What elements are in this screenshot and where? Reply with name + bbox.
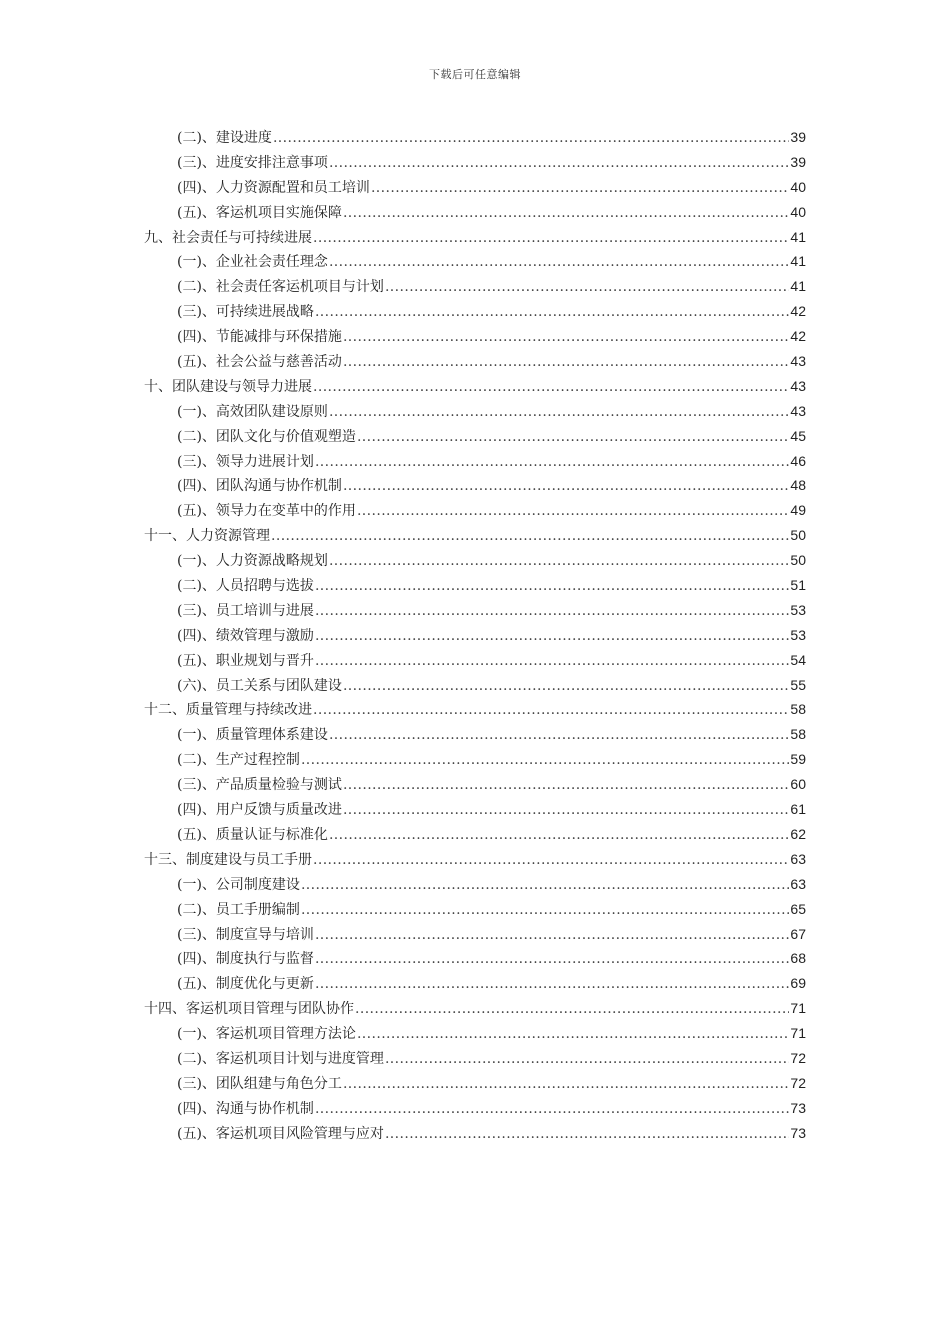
toc-dot-leader (313, 698, 789, 723)
toc-section-entry[interactable] (144, 797, 806, 822)
toc-page-number: 48 (790, 477, 806, 494)
toc-section-entry[interactable] (144, 1046, 806, 1071)
toc-dot-leader (385, 1047, 789, 1072)
toc-section-entry[interactable] (144, 1121, 806, 1146)
toc-dot-leader (313, 226, 789, 251)
toc-page-number: 63 (790, 875, 806, 892)
toc-dot-leader (329, 549, 789, 574)
toc-dot-leader (329, 400, 789, 425)
toc-dot-leader (315, 972, 789, 997)
toc-entry-title: (四)、沟通与协作机制 (177, 1100, 314, 1117)
toc-section-entry[interactable] (144, 623, 806, 648)
toc-chapter-entry[interactable] (144, 374, 806, 399)
toc-section-entry[interactable] (144, 1071, 806, 1096)
toc-section-entry[interactable] (144, 1096, 806, 1121)
toc-dot-leader (315, 574, 789, 599)
toc-dot-leader (315, 624, 789, 649)
toc-section-entry[interactable] (144, 922, 806, 947)
toc-entry-title: (一)、企业社会责任理念 (177, 254, 328, 271)
toc-page-number: 68 (790, 950, 806, 967)
toc-dot-leader (315, 947, 789, 972)
toc-section-entry[interactable] (144, 598, 806, 623)
toc-dot-leader (343, 474, 789, 499)
toc-entry-title: (三)、团队组建与角色分工 (177, 1075, 342, 1092)
toc-section-entry[interactable] (144, 473, 806, 498)
toc-dot-leader (343, 1072, 789, 1097)
toc-page-number: 58 (790, 701, 806, 718)
toc-entry-title: (二)、团队文化与价值观塑造 (177, 428, 356, 445)
toc-page-number: 41 (790, 253, 806, 270)
toc-section-entry[interactable] (144, 249, 806, 274)
toc-entry-title: (四)、绩效管理与激励 (177, 627, 314, 644)
toc-chapter-entry[interactable] (144, 697, 806, 722)
toc-entry-title: (二)、建设进度 (177, 130, 272, 146)
toc-dot-leader (343, 350, 789, 375)
toc-dot-leader (343, 325, 789, 350)
toc-entry-title: (四)、制度执行与监督 (177, 951, 314, 968)
toc-page-number: 42 (790, 328, 806, 345)
toc-page-number: 54 (790, 651, 806, 668)
toc-page-number: 49 (790, 502, 806, 519)
toc-entry-title: (一)、公司制度建设 (177, 876, 300, 893)
toc-dot-leader (315, 649, 789, 674)
toc-section-entry[interactable] (144, 548, 806, 573)
toc-dot-leader (313, 848, 789, 873)
toc-page-number: 63 (790, 850, 806, 867)
toc-chapter-entry[interactable] (144, 996, 806, 1021)
toc-section-entry[interactable] (144, 897, 806, 922)
toc-page-number: 72 (790, 1049, 806, 1066)
toc-entry-title: (三)、进度安排注意事项 (177, 154, 328, 171)
toc-page-number: 71 (790, 1000, 806, 1017)
toc-entry-title: (三)、员工培训与进展 (177, 602, 314, 619)
toc-dot-leader (385, 275, 789, 300)
toc-section-entry[interactable] (144, 125, 806, 150)
page-header: 下载后可任意编辑 (429, 68, 521, 81)
toc-page-number: 59 (790, 751, 806, 768)
toc-page-number: 40 (790, 178, 806, 195)
toc-page-number: 53 (790, 601, 806, 618)
toc-entry-title: (五)、职业规划与晋升 (177, 652, 314, 669)
toc-page-number: 40 (790, 203, 806, 220)
toc-entry-title: 十、团队建设与领导力进展 (144, 378, 312, 395)
toc-dot-leader (329, 823, 789, 848)
toc-entry-title: (三)、制度宣导与培训 (177, 926, 314, 943)
toc-page-number: 43 (790, 353, 806, 370)
toc-entry-title: (一)、质量管理体系建设 (177, 727, 328, 744)
toc-entry-title: (三)、领导力进展计划 (177, 453, 314, 470)
toc-page-number: 43 (790, 377, 806, 394)
toc-page-number: 50 (790, 552, 806, 569)
toc-entry-title: (五)、制度优化与更新 (177, 976, 314, 993)
toc-section-entry[interactable] (144, 648, 806, 673)
toc-dot-leader (271, 524, 789, 549)
toc-section-entry[interactable] (144, 349, 806, 374)
toc-entry-title: (三)、可持续进展战略 (177, 304, 314, 321)
toc-section-entry[interactable] (144, 175, 806, 200)
toc-entry-title: (五)、客运机项目实施保障 (177, 204, 342, 221)
toc-page-number: 41 (790, 228, 806, 245)
toc-section-entry[interactable] (144, 274, 806, 299)
toc-entry-title: (四)、用户反馈与质量改进 (177, 802, 342, 819)
toc-section-entry[interactable] (144, 498, 806, 523)
toc-dot-leader (313, 375, 789, 400)
toc-page-number: 43 (790, 402, 806, 419)
toc-page-number: 62 (790, 825, 806, 842)
toc-page-number: 55 (790, 676, 806, 693)
toc-page-number: 73 (790, 1124, 806, 1141)
toc-dot-leader (315, 450, 789, 475)
toc-page-number: 53 (790, 626, 806, 643)
toc-dot-leader (329, 151, 789, 176)
toc-section-entry[interactable] (144, 772, 806, 797)
toc-section-entry[interactable] (144, 399, 806, 424)
toc-entry-title: (三)、产品质量检验与测试 (177, 777, 342, 794)
toc-entry-title: (五)、客运机项目风险管理与应对 (177, 1125, 384, 1142)
toc-dot-leader (301, 873, 789, 898)
toc-dot-leader (343, 674, 789, 699)
toc-dot-leader (343, 773, 789, 798)
table-of-contents (144, 125, 806, 1146)
toc-entry-title: (四)、节能减排与环保措施 (177, 329, 342, 346)
toc-page-number: 50 (790, 527, 806, 544)
toc-page-number: 72 (790, 1074, 806, 1091)
toc-section-entry[interactable] (144, 872, 806, 897)
toc-dot-leader (273, 126, 789, 151)
toc-section-entry[interactable] (144, 449, 806, 474)
toc-dot-leader (357, 499, 789, 524)
toc-dot-leader (301, 898, 789, 923)
toc-chapter-entry[interactable] (144, 225, 806, 250)
toc-page-number: 58 (790, 726, 806, 743)
toc-dot-leader (315, 300, 789, 325)
toc-dot-leader (329, 250, 789, 275)
toc-section-entry[interactable] (144, 573, 806, 598)
toc-dot-leader (355, 997, 789, 1022)
toc-page-number: 45 (790, 427, 806, 444)
toc-page-number: 73 (790, 1099, 806, 1116)
toc-dot-leader (385, 1122, 789, 1147)
toc-dot-leader (357, 425, 789, 450)
toc-entry-title: 十四、客运机项目管理与团队协作 (144, 1001, 354, 1018)
toc-dot-leader (301, 748, 789, 773)
toc-dot-leader (315, 599, 789, 624)
toc-entry-title: (二)、人员招聘与选拔 (177, 578, 314, 595)
toc-section-entry[interactable] (144, 200, 806, 225)
toc-dot-leader (371, 176, 789, 201)
toc-section-entry[interactable] (144, 822, 806, 847)
toc-entry-title: (二)、社会责任客运机项目与计划 (177, 279, 384, 296)
toc-page-number: 51 (790, 577, 806, 594)
toc-section-entry[interactable] (144, 299, 806, 324)
toc-page-number: 65 (790, 900, 806, 917)
toc-entry-title: 十二、质量管理与持续改进 (144, 702, 312, 719)
toc-entry-title: (五)、领导力在变革中的作用 (177, 503, 356, 520)
toc-chapter-entry[interactable] (144, 523, 806, 548)
toc-dot-leader (315, 1097, 789, 1122)
toc-section-entry[interactable] (144, 971, 806, 996)
toc-dot-leader (329, 723, 789, 748)
toc-section-entry[interactable] (144, 424, 806, 449)
toc-page-number: 67 (790, 925, 806, 942)
toc-dot-leader (343, 798, 789, 823)
toc-page-number: 69 (790, 975, 806, 992)
toc-section-entry[interactable] (144, 722, 806, 747)
toc-page-number: 71 (790, 1025, 806, 1042)
toc-dot-leader (343, 201, 789, 226)
toc-entry-title: (二)、客运机项目计划与进度管理 (177, 1050, 384, 1067)
toc-entry-title: (五)、质量认证与标准化 (177, 826, 328, 843)
toc-section-entry[interactable] (144, 1021, 806, 1046)
toc-section-entry[interactable] (144, 673, 806, 698)
toc-entry-title: (二)、生产过程控制 (177, 752, 300, 769)
toc-page-number: 61 (790, 801, 806, 818)
toc-entry-title: (二)、员工手册编制 (177, 901, 300, 918)
toc-entry-title: (一)、高效团队建设原则 (177, 403, 328, 420)
toc-page-number: 42 (790, 303, 806, 320)
toc-entry-title: 十三、制度建设与员工手册 (144, 851, 312, 868)
toc-section-entry[interactable] (144, 946, 806, 971)
toc-entry-title: (四)、团队沟通与协作机制 (177, 478, 342, 495)
toc-section-entry[interactable] (144, 747, 806, 772)
toc-entry-title: (五)、社会公益与慈善活动 (177, 354, 342, 371)
toc-section-entry[interactable] (144, 324, 806, 349)
toc-page-number: 60 (790, 776, 806, 793)
toc-page-number: 39 (790, 153, 806, 170)
toc-entry-title: (一)、客运机项目管理方法论 (177, 1026, 356, 1043)
toc-entry-title: 十一、人力资源管理 (144, 528, 270, 545)
toc-chapter-entry[interactable] (144, 847, 806, 872)
toc-page-number: 39 (790, 129, 806, 145)
toc-entry-title: (四)、人力资源配置和员工培训 (177, 179, 370, 196)
toc-entry-title: (一)、人力资源战略规划 (177, 553, 328, 570)
toc-page-number: 41 (790, 278, 806, 295)
toc-section-entry[interactable] (144, 150, 806, 175)
toc-dot-leader (315, 923, 789, 948)
toc-entry-title: (六)、员工关系与团队建设 (177, 677, 342, 694)
toc-dot-leader (357, 1022, 789, 1047)
toc-entry-title: 九、社会责任与可持续进展 (144, 229, 312, 246)
toc-page-number: 46 (790, 452, 806, 469)
